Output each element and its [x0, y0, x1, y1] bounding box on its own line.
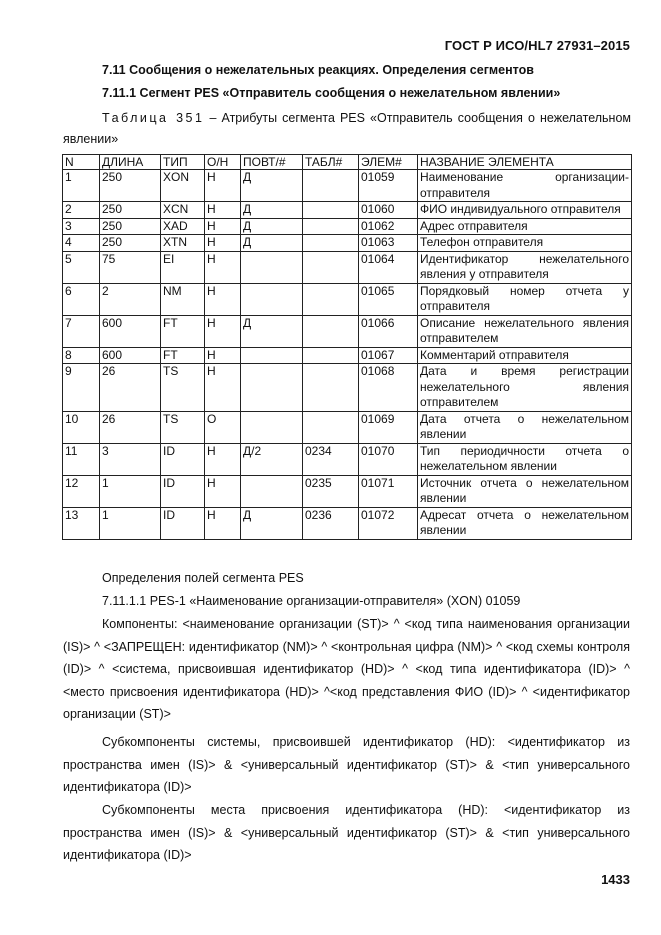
table-row [63, 347, 632, 364]
table-cell: 75 [100, 251, 161, 283]
table-cell: Н [205, 507, 241, 539]
table-cell: Источник отчета о нежелательном явлении [418, 475, 632, 507]
table-cell: 01070 [359, 443, 418, 475]
table-header-row [63, 155, 632, 170]
table-cell: Тип периодичности отчета о нежелательном явлении [418, 443, 632, 475]
table-cell: FT [161, 347, 205, 364]
table-cell [303, 170, 359, 202]
table-cell: Адресат отчета о нежелательном явлении [418, 507, 632, 539]
document-header: ГОСТ Р ИСО/HL7 27931–2015 [444, 38, 630, 53]
table-cell: 7 [63, 315, 100, 347]
table-row [63, 251, 632, 283]
section-title: 7.11 Сообщения о нежелательных реакциях. Определения сегментов [102, 63, 534, 77]
table-cell [241, 411, 303, 443]
table-cell: ФИО индивидуального отправителя [418, 202, 632, 219]
table-cell: Наименование организации-отправителя [418, 170, 632, 202]
table-cell: Дата и время регистрации нежелательного явления отправителем [418, 364, 632, 412]
table-cell: О [205, 411, 241, 443]
table-caption-text: – Атрибуты сегмента PES «Отправитель сообщения о нежелательном явлении» [63, 111, 631, 146]
column-header: ТИП [161, 155, 205, 170]
table-cell [303, 347, 359, 364]
table-cell: Описание нежелательного явления отправителем [418, 315, 632, 347]
column-header: N [63, 155, 100, 170]
table-cell: Н [205, 347, 241, 364]
table-cell: Д [241, 315, 303, 347]
table-cell: XTN [161, 235, 205, 252]
table-cell: 250 [100, 235, 161, 252]
table-row [63, 507, 632, 539]
section-subtitle: 7.11.1 Сегмент PES «Отправитель сообщения о нежелательном явлении» [102, 86, 561, 100]
table-cell: TS [161, 364, 205, 412]
table-cell: 250 [100, 170, 161, 202]
table-cell [303, 235, 359, 252]
table-cell: ID [161, 443, 205, 475]
table-cell: 9 [63, 364, 100, 412]
table-cell: 250 [100, 218, 161, 235]
table-row [63, 475, 632, 507]
field-heading: 7.11.1.1 PES-1 «Наименование организации-отправителя» (XON) 01059 [102, 594, 521, 608]
table-cell: 1 [100, 507, 161, 539]
table-cell [303, 364, 359, 412]
table-cell: Комментарий отправителя [418, 347, 632, 364]
table-cell: 6 [63, 283, 100, 315]
table-cell [241, 251, 303, 283]
table-cell: NM [161, 283, 205, 315]
table-cell [241, 364, 303, 412]
column-header: НАЗВАНИЕ ЭЛЕМЕНТА [418, 155, 632, 170]
table-cell: 01067 [359, 347, 418, 364]
table-row [63, 202, 632, 219]
table-cell: Д [241, 202, 303, 219]
table-cell: 5 [63, 251, 100, 283]
table-cell: Н [205, 443, 241, 475]
table-cell: XAD [161, 218, 205, 235]
table-row [63, 364, 632, 412]
table-cell: XON [161, 170, 205, 202]
table-cell: 01063 [359, 235, 418, 252]
table-cell [303, 251, 359, 283]
table-cell: 01071 [359, 475, 418, 507]
table-cell: 8 [63, 347, 100, 364]
subcomponents-system-paragraph: Субкомпоненты системы, присвоившей идентификатор (HD): <идентификатор из пространства имен (IS)> & <универсальный идентификатор (ST)> & <тип универсального идентификатора (ID)> [63, 735, 630, 794]
table-cell: 0236 [303, 507, 359, 539]
table-cell: 0235 [303, 475, 359, 507]
table-cell: Дата отчета о нежелательном явлении [418, 411, 632, 443]
table-cell: Н [205, 235, 241, 252]
table-row [63, 235, 632, 252]
table-cell: Телефон отправителя [418, 235, 632, 252]
table-cell: 01059 [359, 170, 418, 202]
table-cell: Н [205, 218, 241, 235]
table-cell: Н [205, 315, 241, 347]
table-cell [303, 283, 359, 315]
table-cell: 10 [63, 411, 100, 443]
attribute-table [62, 154, 632, 540]
table-cell: XCN [161, 202, 205, 219]
table-cell: 0234 [303, 443, 359, 475]
table-cell: 01062 [359, 218, 418, 235]
table-label: Таблица 351 [102, 111, 205, 125]
table-cell [241, 347, 303, 364]
column-header: ПОВТ/# [241, 155, 303, 170]
table-row [63, 411, 632, 443]
table-cell: Д/2 [241, 443, 303, 475]
column-header: ТАБЛ# [303, 155, 359, 170]
table-cell: 01069 [359, 411, 418, 443]
table-cell: Д [241, 170, 303, 202]
table-cell: 13 [63, 507, 100, 539]
table-cell [303, 202, 359, 219]
table-cell: Н [205, 475, 241, 507]
table-cell: EI [161, 251, 205, 283]
table-cell: 1 [100, 475, 161, 507]
table-cell: Н [205, 170, 241, 202]
table-cell: 11 [63, 443, 100, 475]
table-cell: 4 [63, 235, 100, 252]
table-cell: Н [205, 283, 241, 315]
table-row [63, 443, 632, 475]
table-cell: 01068 [359, 364, 418, 412]
table-cell: Н [205, 251, 241, 283]
table-cell: Адрес отправителя [418, 218, 632, 235]
table-caption [63, 108, 631, 150]
table-cell [303, 411, 359, 443]
table-cell: Н [205, 202, 241, 219]
table-cell: 600 [100, 347, 161, 364]
table-cell: 1 [63, 170, 100, 202]
table-cell: FT [161, 315, 205, 347]
table-cell: 01066 [359, 315, 418, 347]
table-cell: Д [241, 218, 303, 235]
table-cell: Д [241, 507, 303, 539]
page-number: 1433 [601, 872, 630, 887]
definitions-title: Определения полей сегмента PES [102, 571, 304, 585]
table-row [63, 283, 632, 315]
table-cell: 12 [63, 475, 100, 507]
column-header: ЭЛЕМ# [359, 155, 418, 170]
table-row [63, 315, 632, 347]
table-cell: Д [241, 235, 303, 252]
table-cell [303, 218, 359, 235]
column-header: О/Н [205, 155, 241, 170]
table-cell: 26 [100, 411, 161, 443]
table-cell [241, 283, 303, 315]
table-cell [303, 315, 359, 347]
table-cell: 2 [63, 202, 100, 219]
table-cell: 26 [100, 364, 161, 412]
table-cell: Н [205, 364, 241, 412]
table-cell: 01060 [359, 202, 418, 219]
table-cell: 01072 [359, 507, 418, 539]
components-paragraph: Компоненты: <наименование организации (ST)> ^ <код типа наименования организации (IS)> ^ <ЗАПРЕЩЕН: идентификатор (NM)> ^ <контрольная цифра (NM)> ^ <код схемы контроля (ID)> ^ <система, присвоившая идентификатор (HD)> ^ <код типа идентификатора (ID)> ^ <место присвоения идентификатора (HD)> ^<код представления ФИО (ID)> ^ <идентификатор организации (ST)> [63, 617, 630, 721]
table-cell: ID [161, 475, 205, 507]
table-cell: Идентификатор нежелательного явления у отправителя [418, 251, 632, 283]
table-row [63, 170, 632, 202]
table-cell: ID [161, 507, 205, 539]
subcomponents-place-paragraph: Субкомпоненты места присвоения идентификатора (HD): <идентификатор из пространства имен (IS)> & <универсальный идентификатор (ST)> & <тип универсального идентификатора (ID)> [63, 803, 630, 862]
table-cell: Порядковый номер отчета у отправителя [418, 283, 632, 315]
column-header: ДЛИНА [100, 155, 161, 170]
table-cell: 600 [100, 315, 161, 347]
table-cell [241, 475, 303, 507]
table-row [63, 218, 632, 235]
table-cell: TS [161, 411, 205, 443]
table-cell: 3 [100, 443, 161, 475]
table-cell: 250 [100, 202, 161, 219]
table-cell: 01065 [359, 283, 418, 315]
table-cell: 3 [63, 218, 100, 235]
table-cell: 01064 [359, 251, 418, 283]
table-cell: 2 [100, 283, 161, 315]
